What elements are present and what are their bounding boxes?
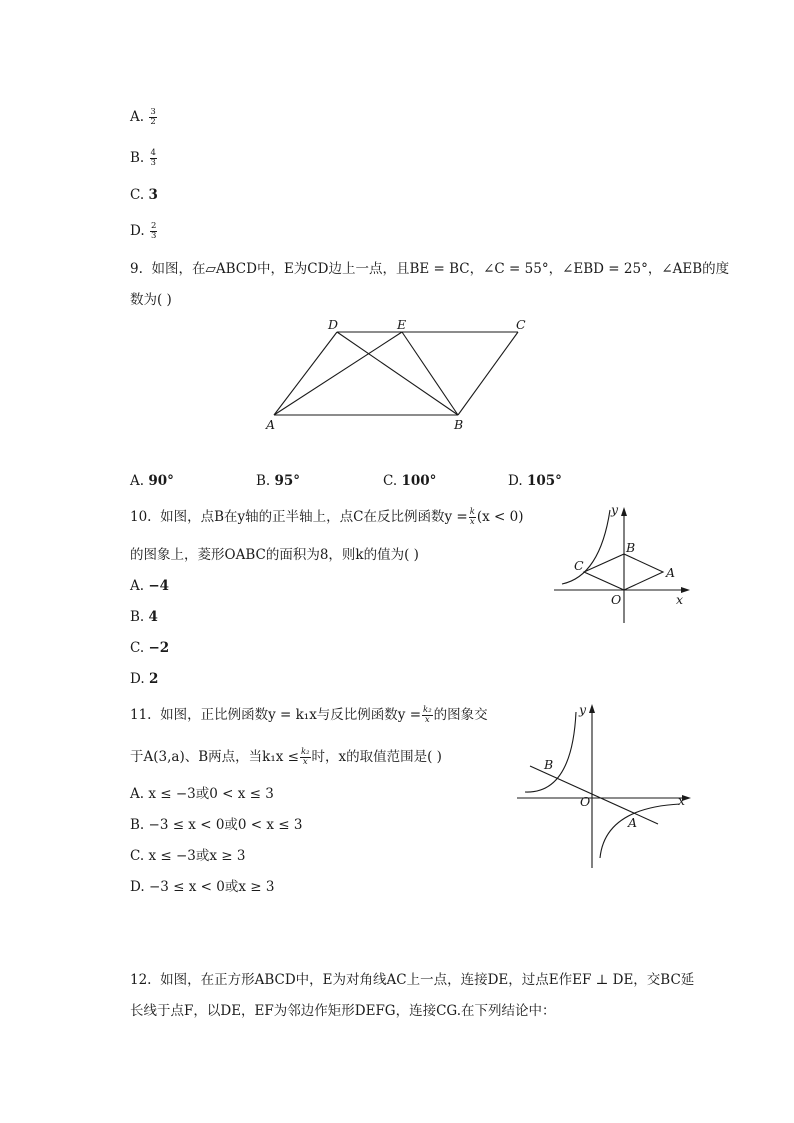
- label-x: x: [676, 592, 684, 607]
- q9-stem-line1: [130, 260, 729, 278]
- q8-option-d: [130, 222, 158, 241]
- label-b: B: [626, 540, 636, 555]
- q10-option-a: A. −4: [130, 578, 170, 594]
- label-x: x: [678, 793, 686, 808]
- label-c: C: [574, 558, 584, 573]
- q8-option-a: [130, 108, 158, 127]
- option-label: A.: [130, 109, 145, 125]
- q10-option-b: B. 4: [130, 609, 158, 625]
- segment-db: [337, 332, 458, 415]
- q9-parallelogram-figure: [255, 315, 545, 433]
- fraction: $\frac{\text{k₂}}{x}$: [300, 747, 310, 767]
- q10-rhombus-figure: [548, 500, 698, 630]
- q11-option-d: D. −3 ≤ x < 0或x ≥ 3: [130, 879, 275, 895]
- y-axis-arrow: [621, 507, 627, 516]
- question-number: 11.: [130, 707, 152, 723]
- label-y: y: [611, 502, 619, 517]
- fraction: $\frac{4}{3}$: [150, 148, 156, 168]
- fraction: $\frac{\text{k₂}}{x}$: [423, 705, 432, 725]
- q12-stem-line2: 长线于点F，以DE，EF为邻边作矩形DEFG，连接CG.在下列结论中：: [130, 1003, 556, 1019]
- segment-bc: [458, 332, 518, 415]
- line-y-k1x: [530, 766, 658, 824]
- hyperbola-branch-right: [600, 804, 680, 858]
- q8-option-b: [130, 149, 158, 168]
- label-d: D: [328, 317, 339, 332]
- option-label: C.: [130, 187, 145, 203]
- label-a: A: [266, 417, 276, 432]
- segment-ad: [274, 332, 337, 415]
- label-a: A: [666, 565, 676, 580]
- label-b: B: [454, 417, 464, 432]
- q11-stem-line1: 11. 如图，正比例函数y = k₁x与反比例函数y = $\frac{\text{k₂}}{x}$ 的图象交: [130, 705, 488, 725]
- q11-option-c: C. x ≤ −3或x ≥ 3: [130, 848, 246, 864]
- q9-option-b: B. 95°: [256, 473, 301, 489]
- q9-option-d: D. 105°: [508, 473, 562, 489]
- q11-function-figure: [510, 698, 700, 873]
- label-b: B: [544, 757, 554, 772]
- q9-stem-line2: 数为( ): [130, 292, 172, 308]
- fraction: $\frac{k}{x}$: [469, 507, 475, 527]
- question-number: 9.: [130, 261, 143, 277]
- q8-option-c: [130, 186, 158, 204]
- question-number: 12.: [130, 972, 152, 988]
- hyperbola-branch-left: [525, 712, 576, 792]
- label-y: y: [579, 702, 587, 717]
- q10-option-d: D. 2: [130, 671, 159, 687]
- label-e: E: [397, 317, 407, 332]
- q10-stem-line1: 10. 如图，点B在y轴的正半轴上，点C在反比例函数y = $\frac{k}{x}$ (x < 0): [130, 507, 524, 527]
- fraction: $\frac{3}{2}$: [150, 107, 156, 127]
- q11-option-b: B. −3 ≤ x < 0或0 < x ≤ 3: [130, 817, 303, 833]
- q11-option-a: A. x ≤ −3或0 < x ≤ 3: [130, 786, 274, 802]
- label-c: C: [516, 317, 526, 332]
- y-axis-arrow: [589, 704, 595, 713]
- segment-ae: [274, 332, 402, 415]
- segment-eb: [402, 332, 458, 415]
- label-o: O: [580, 794, 591, 809]
- option-value: 3: [148, 187, 158, 203]
- q9-option-a: A. 90°: [130, 473, 174, 489]
- label-o: O: [611, 592, 622, 607]
- option-label: B.: [130, 150, 145, 166]
- q11-stem-line2: 于A(3,a)、B两点，当k₁x ≤ $\frac{\text{k₂}}{x}$ 时，x的取值范围是( ): [130, 747, 442, 767]
- label-a: A: [628, 815, 638, 830]
- q10-stem-line2: 的图象上，菱形OABC的面积为8，则k的值为( ): [130, 547, 419, 563]
- question-text: 如图，在▱ABCD中，E为CD边上一点，且BE = BC，∠C = 55°，∠EBD = 25°，∠AEB的度: [151, 261, 730, 277]
- q12-stem-line1: 12. 如图，在正方形ABCD中，E为对角线AC上一点，连接DE，过点E作EF ⊥ DE，交BC延: [130, 972, 695, 988]
- q10-option-c: C. −2: [130, 640, 170, 656]
- q9-option-c: C. 100°: [383, 473, 437, 489]
- question-number: 10.: [130, 509, 152, 525]
- option-label: D.: [130, 223, 145, 239]
- fraction: $\frac{2}{3}$: [150, 221, 157, 241]
